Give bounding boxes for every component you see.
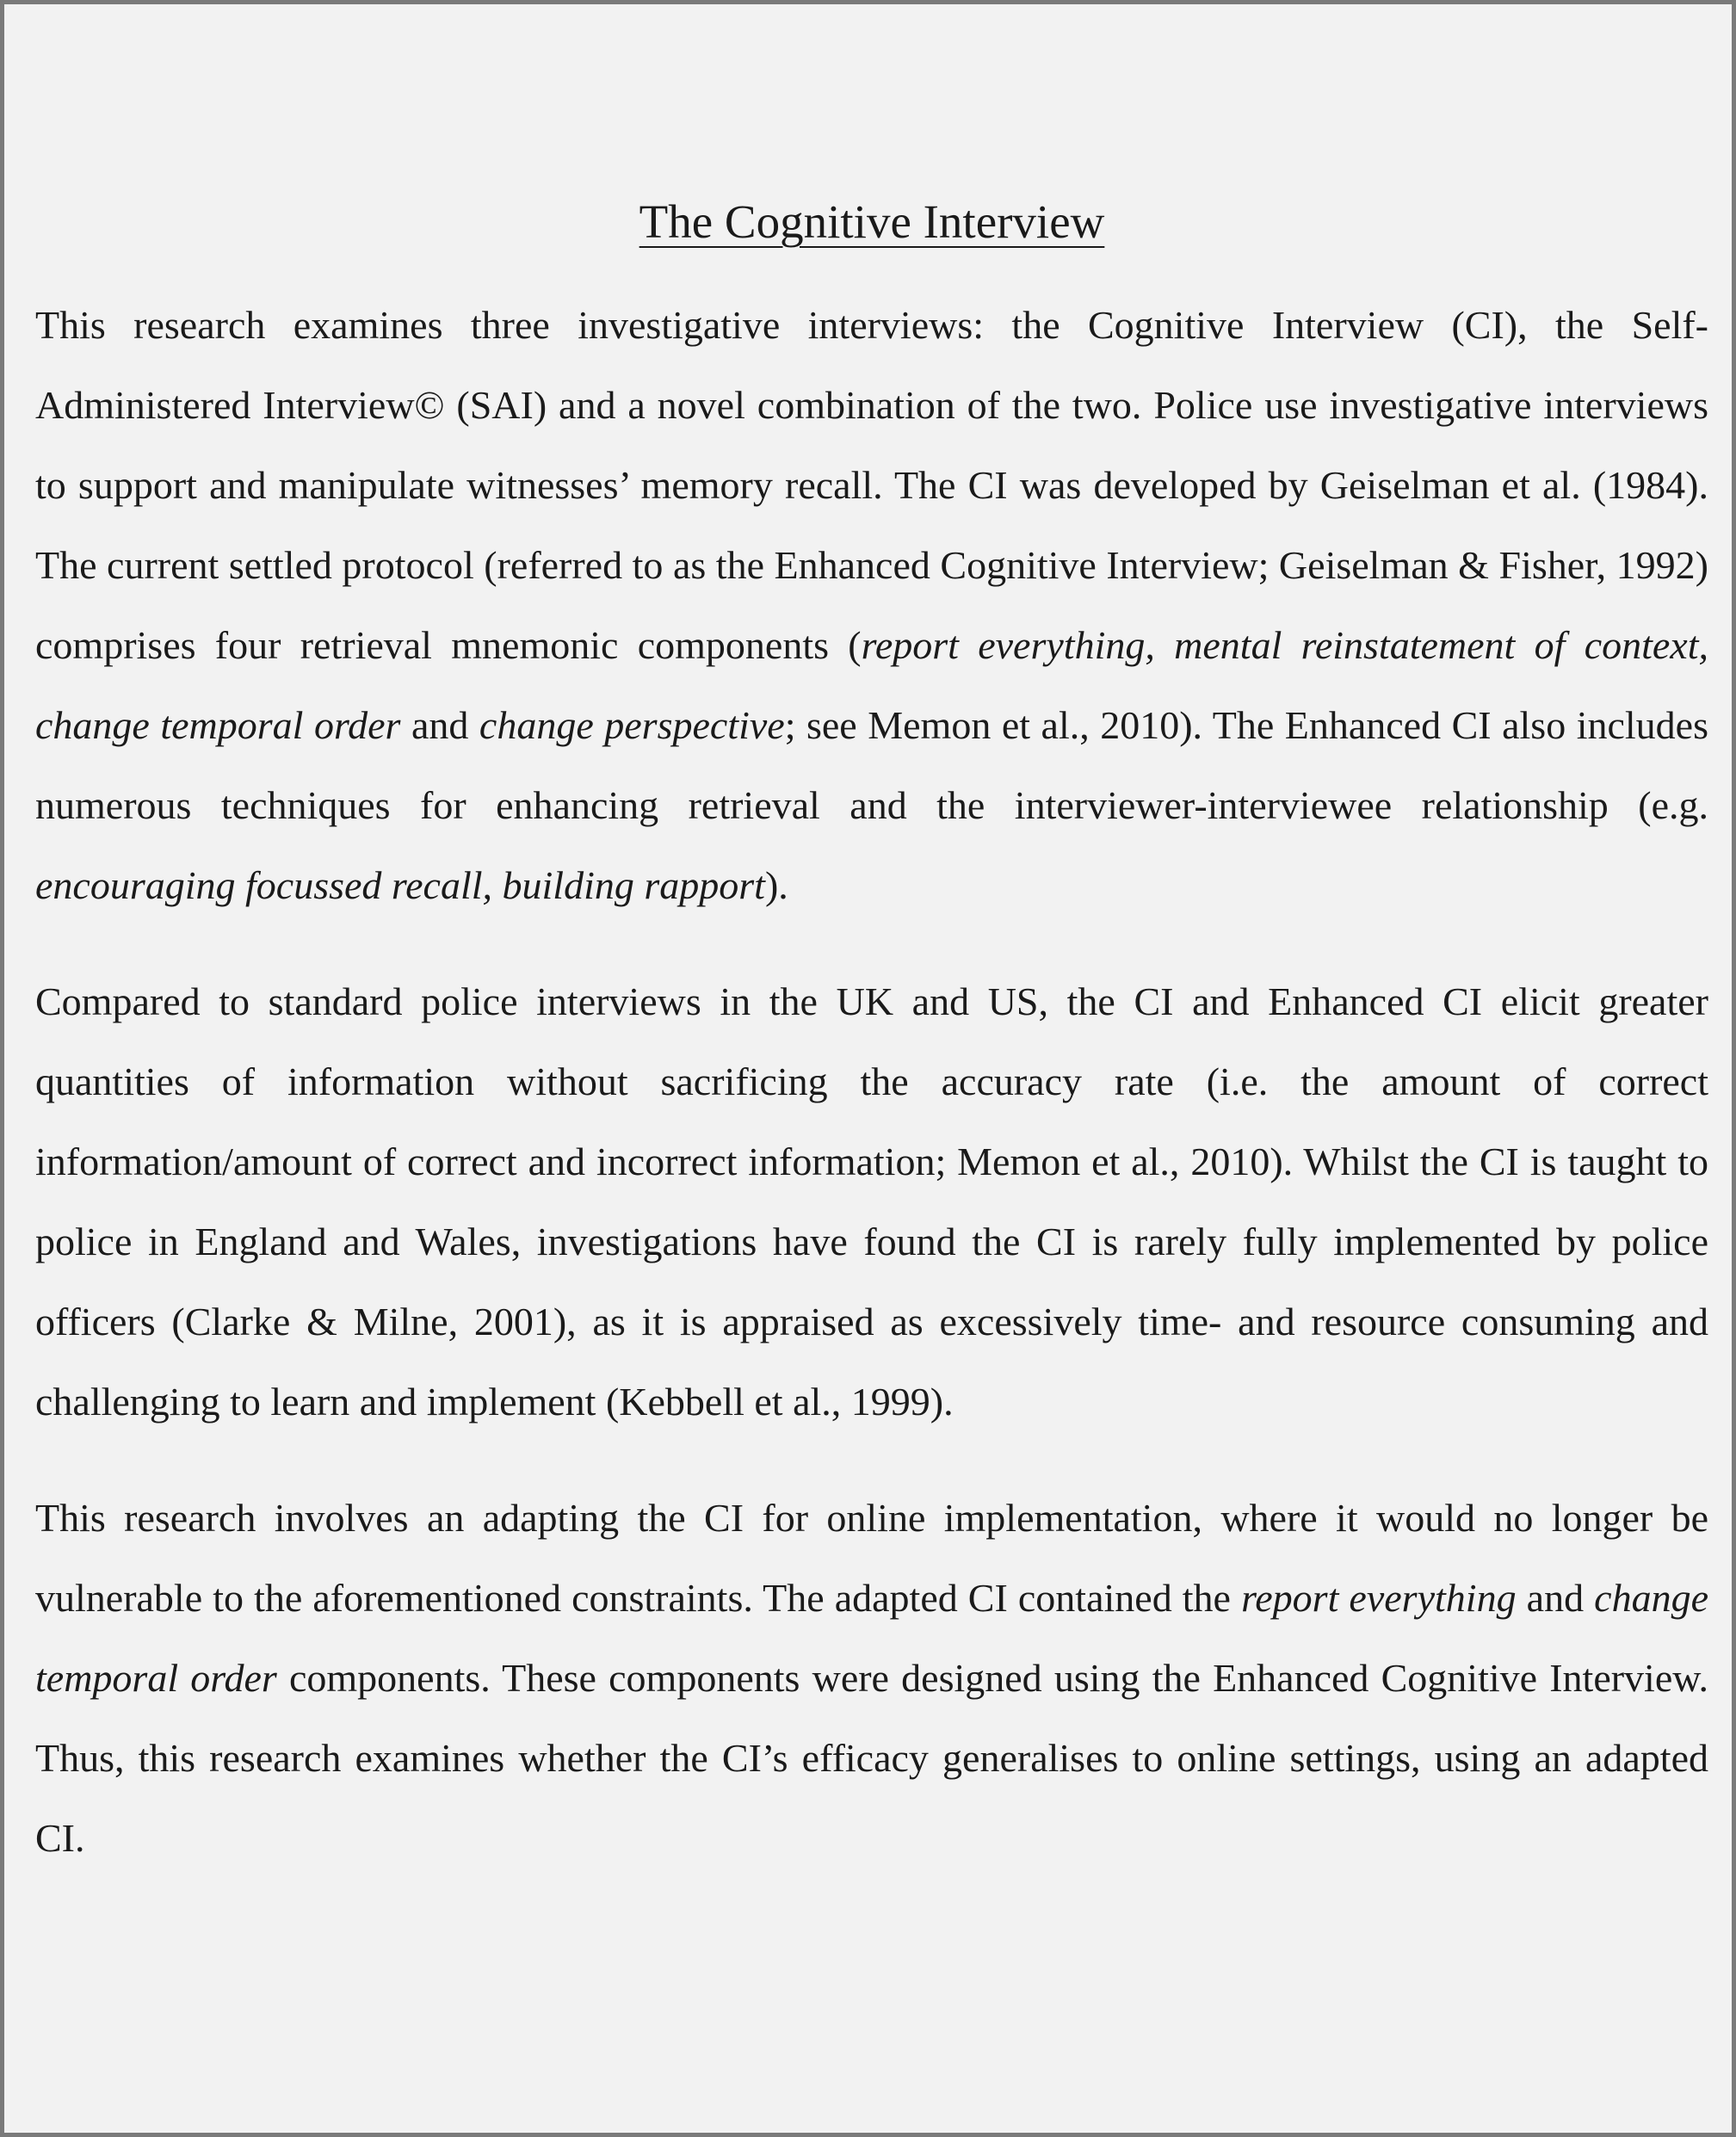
paragraph-italic-text: encouraging focussed recall, building rapport [35,863,765,907]
paragraph-italic-text: report everything, mental reinstatement of context, change temporal order [35,623,1709,747]
paragraph-text: ). [764,863,788,907]
paragraph-italic-text: change temporal order [35,1576,1708,1700]
document-title: The Cognitive Interview [639,195,1105,248]
paragraph-italic-text: change perspective [479,703,785,747]
paragraph-italic-text: report everything [1241,1576,1517,1620]
document-body [35,195,1709,1878]
paragraph-text: ; see Memon et al., 2010). The Enhanced CI also includes numerous techniques for enhancing retrieval and the interviewer-interviewee relationship (e.g. [35,703,1709,827]
paragraph [35,961,1708,1442]
paragraph-text: Compared to standard police interviews in the UK and US, the CI and Enhanced CI elicit greater quantities of information without sacrificing the accuracy rate (i.e. the amount of correct information/amount of correct and incorrect information; Memon et al., 2010). Whilst the CI is taught to police in England and Wales, investigations have found the CI is rarely fully implemented by police officers (Clarke & Milne, 2001), as it is appraised as excessively time- and resource consuming and challenging to learn and implement (Kebbell et al., 1999). [35,979,1708,1424]
paragraph-text: This research involves an adapting the CI for online implementation, where it would no longer be vulnerable to the aforementioned constraints. The adapted CI contained the [35,1496,1708,1620]
paragraph-text: components. These components were designed using the Enhanced Cognitive Interview. Thus, this research examines whether the CI’s efficacy generalises to online settings, using an adapted CI. [35,1656,1708,1860]
paragraph-text: This research examines three investigative interviews: the Cognitive Interview (CI), the Self-Administered Interview© (SAI) and a novel combination of the two. Police use investigative interviews to support and manipulate witnesses’ memory recall. The CI was developed by Geiselman et al. (1984). The current settled protocol (referred to as the Enhanced Cognitive Interview; Geiselman & Fisher, 1992) comprises four retrieval mnemonic components ( [35,303,1708,667]
paragraph [35,285,1708,925]
paragraph [35,1478,1708,1878]
paragraph-text: and [1516,1576,1595,1620]
paragraph-text: and [400,703,479,747]
